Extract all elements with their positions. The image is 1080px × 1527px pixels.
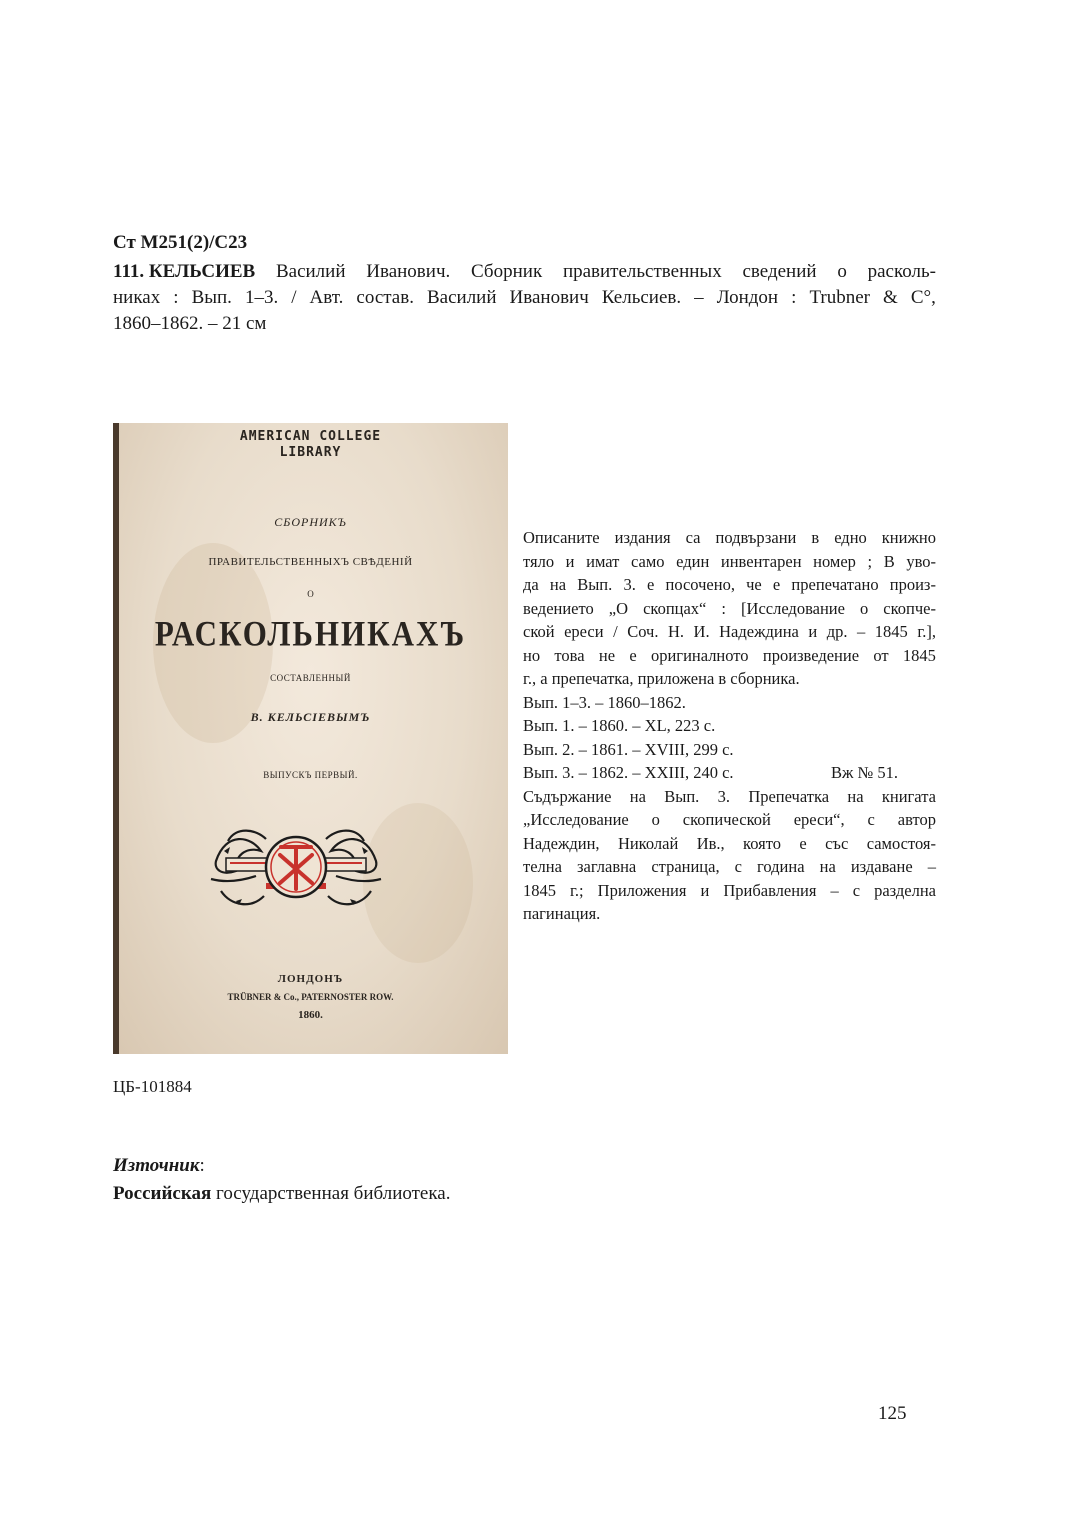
desc-word: др. <box>826 622 848 641</box>
entry-line-3: 1860–1862. – 21 см <box>113 313 267 334</box>
desc-word: г.], <box>917 622 936 641</box>
desc-line-11 <box>523 761 936 785</box>
desc-word: ской <box>523 622 555 641</box>
desc-word: о <box>651 810 660 829</box>
desc-word: подвързани <box>715 528 797 547</box>
desc-word: Приложения <box>597 880 687 900</box>
desc-line-6 <box>523 644 936 668</box>
desc-word: имат <box>586 551 620 571</box>
desc-word: [Исследование <box>741 598 845 618</box>
desc-word: Съдържание <box>523 786 612 806</box>
entry-word: / <box>291 287 297 308</box>
desc-word: Надеждин, <box>523 833 600 853</box>
desc-word: книжно <box>881 528 936 547</box>
desc-word: книгата <box>881 786 936 806</box>
desc-word: ведението <box>523 598 594 618</box>
desc-word: с <box>852 880 861 900</box>
entry-word: правительственных <box>562 261 722 282</box>
imprint-city: ЛОНДОНЪ <box>277 973 344 985</box>
entry-word: : <box>791 287 797 308</box>
desc-line-3 <box>523 573 936 597</box>
entry-word: Василий <box>275 261 346 282</box>
desc-word: Николай <box>617 833 679 853</box>
desc-line-12 <box>523 785 936 809</box>
source-label <box>113 1155 205 1177</box>
entry-word: состав. <box>356 287 414 308</box>
desc-line-10: Вып. 2. – 1861. – XVIII, 299 с. <box>523 739 734 759</box>
desc-word: И. <box>693 622 710 641</box>
title-line-5: СОСТАВЛЕННЫЙ <box>270 673 351 683</box>
desc-word: в <box>811 528 820 547</box>
desc-word: Вып. <box>577 575 613 594</box>
entry-word: Вып. <box>191 287 232 308</box>
desc-line-1 <box>523 526 936 550</box>
desc-word: е <box>799 833 807 853</box>
title-line-1: СБОРНИКЪ <box>274 515 347 529</box>
source-rest: государственная библиотека. <box>211 1183 451 1204</box>
desc-word: с <box>734 857 742 876</box>
desc-word: 1845 <box>874 622 908 641</box>
desc-word: един <box>676 551 710 571</box>
cross-reference: Вж № 51. <box>831 763 899 782</box>
desc-word: и <box>700 880 710 900</box>
desc-word: Надеждина <box>719 622 799 641</box>
title-main: РАСКОЛЬНИКАХЪ <box>154 613 467 654</box>
imprint-publisher: TRÜBNER & Co., PATERNOSTER ROW. <box>227 992 394 1002</box>
desc-word: препечатано <box>791 575 879 594</box>
desc-word: инвентарен <box>720 551 802 571</box>
desc-word: Ив., <box>696 833 725 853</box>
shelf-mark: Ст М251(2)/С23 <box>113 232 248 253</box>
desc-word: скопче- <box>883 598 936 618</box>
title-line-3: О <box>307 589 314 599</box>
desc-word: оригиналното <box>650 645 749 665</box>
desc-word: че <box>746 575 762 594</box>
library-stamp-line1: AMERICAN COLLEGE <box>239 429 382 444</box>
desc-word: да <box>523 575 539 594</box>
page-number: 125 <box>878 1403 907 1424</box>
entry-word: : <box>173 287 179 308</box>
desc-word: 1845 <box>902 645 936 665</box>
entry-word: Лондон <box>716 287 779 308</box>
desc-word: е <box>646 575 655 594</box>
source-bold-word: Российская <box>113 1183 212 1204</box>
desc-word: самостоя- <box>866 833 936 853</box>
desc-word: със <box>825 833 849 853</box>
desc-word: издаване <box>850 857 913 876</box>
desc-word: и <box>565 551 575 571</box>
inventory-number: ЦБ-101884 <box>113 1077 192 1096</box>
desc-word: 3. <box>717 786 730 806</box>
entry-word: Иванович. <box>366 261 451 282</box>
entry-word: о <box>837 261 847 282</box>
desc-word: „Исследование <box>523 810 629 829</box>
catalog-entry <box>113 259 936 337</box>
desc-line-17: пагинация. <box>523 904 601 923</box>
desc-line-4 <box>523 597 936 621</box>
title-page-photo <box>113 423 508 1054</box>
entry-word: – <box>694 287 704 308</box>
entry-word: никах <box>113 287 161 308</box>
desc-word: на <box>819 857 836 876</box>
desc-word: от <box>873 645 889 665</box>
desc-word: – <box>927 857 936 876</box>
entry-word: Василий <box>426 287 497 308</box>
desc-word: 3. <box>623 575 636 594</box>
source-label-colon: : <box>199 1155 205 1176</box>
desc-word: тяло <box>523 551 555 571</box>
desc-word: това <box>554 645 585 665</box>
desc-word: „О <box>608 598 629 618</box>
desc-line-15 <box>523 855 936 879</box>
desc-word: автор <box>897 810 936 829</box>
desc-word: произведение <box>762 645 860 665</box>
desc-word: разделна <box>874 880 936 900</box>
title-issue: ВЫПУСКЪ ПЕРВЫЙ. <box>263 770 358 780</box>
desc-word: Препечатка <box>748 786 830 806</box>
desc-word: издания <box>614 528 671 547</box>
entry-word: сведений <box>742 261 817 282</box>
desc-word: В <box>883 551 895 571</box>
desc-word: на <box>549 575 567 594</box>
entry-word: & <box>883 287 898 308</box>
desc-word: о <box>860 598 869 618</box>
desc-word: на <box>629 786 646 806</box>
desc-line-7: г., а препечатка, приложена в сборника. <box>523 669 800 688</box>
desc-word: Прибавления <box>723 880 817 900</box>
title-line-2: ПРАВИТЕЛЬСТВЕННЫХЪ СВѢДЕНІЙ <box>208 556 413 568</box>
desc-word: 1845 <box>523 880 556 900</box>
desc-word: са <box>685 528 701 547</box>
desc-word: – <box>857 622 866 641</box>
title-author: В. КЕЛЬСІЕВЫМЪ <box>250 710 371 724</box>
desc-word: заглавна <box>576 857 637 876</box>
desc-line-2 <box>523 550 936 574</box>
desc-word: само <box>630 551 665 571</box>
entry-word: Trubner <box>809 287 870 308</box>
desc-word: е <box>772 575 781 594</box>
desc-word: на <box>847 786 864 806</box>
desc-word: с <box>867 810 875 829</box>
entry-word: C°, <box>910 287 936 308</box>
desc-word: посочено, <box>665 575 735 594</box>
desc-word: ереси“, <box>793 810 845 829</box>
entry-word: Иванович <box>509 287 589 308</box>
desc-line-13 <box>523 808 936 832</box>
desc-word: – <box>830 880 839 900</box>
entry-word: Сборник <box>471 261 543 282</box>
description-block <box>523 526 936 926</box>
publisher-ornament <box>206 821 386 913</box>
desc-word: скопцах“ <box>643 598 707 618</box>
desc-word: номер <box>813 551 856 571</box>
library-stamp-line2: LIBRARY <box>279 445 342 460</box>
desc-word: която <box>743 833 781 853</box>
desc-line-16 <box>523 879 936 903</box>
desc-word: / <box>613 622 618 641</box>
entry-word: 1–3. <box>244 287 279 308</box>
entry-line-2 <box>113 285 936 311</box>
desc-word: година <box>757 857 805 876</box>
desc-word: страница, <box>651 857 720 876</box>
desc-word: произ- <box>889 575 936 594</box>
desc-word: г.; <box>570 880 584 900</box>
desc-line-8: Вып. 1–3. – 1860–1862. <box>523 692 686 712</box>
desc-word: и <box>808 622 818 641</box>
entry-word: Кельсиев. <box>601 287 682 308</box>
imprint-year: 1860. <box>298 1009 323 1021</box>
entry-word: расколь- <box>867 261 936 282</box>
desc-line-14 <box>523 832 936 856</box>
desc-word: ; <box>867 551 873 571</box>
issue-3-info: Вып. 3. – 1862. – XXIII, 240 с. <box>523 763 734 782</box>
entry-number-author: 111. КЕЛЬСИЕВ <box>113 261 256 282</box>
desc-word: телна <box>523 857 562 876</box>
desc-word: Описаните <box>523 528 600 547</box>
entry-word: Авт. <box>309 287 344 308</box>
desc-line-9: Вып. 1. – 1860. – XL, 223 с. <box>523 716 716 735</box>
desc-word: Н. <box>667 622 685 641</box>
desc-line-5 <box>523 620 936 644</box>
desc-word: Вып. <box>664 786 700 806</box>
desc-word: : <box>721 598 726 618</box>
desc-word: но <box>523 645 541 665</box>
desc-word: ереси <box>564 622 604 641</box>
source-text <box>113 1183 450 1205</box>
desc-word: Соч. <box>627 622 659 641</box>
desc-word: не <box>598 645 616 665</box>
desc-word: е <box>629 645 637 665</box>
desc-word: скопической <box>682 810 771 829</box>
desc-word: едно <box>834 528 867 547</box>
entry-line-1 <box>113 259 936 285</box>
source-label-text: Източник <box>113 1155 200 1176</box>
desc-word: уво- <box>906 551 936 571</box>
